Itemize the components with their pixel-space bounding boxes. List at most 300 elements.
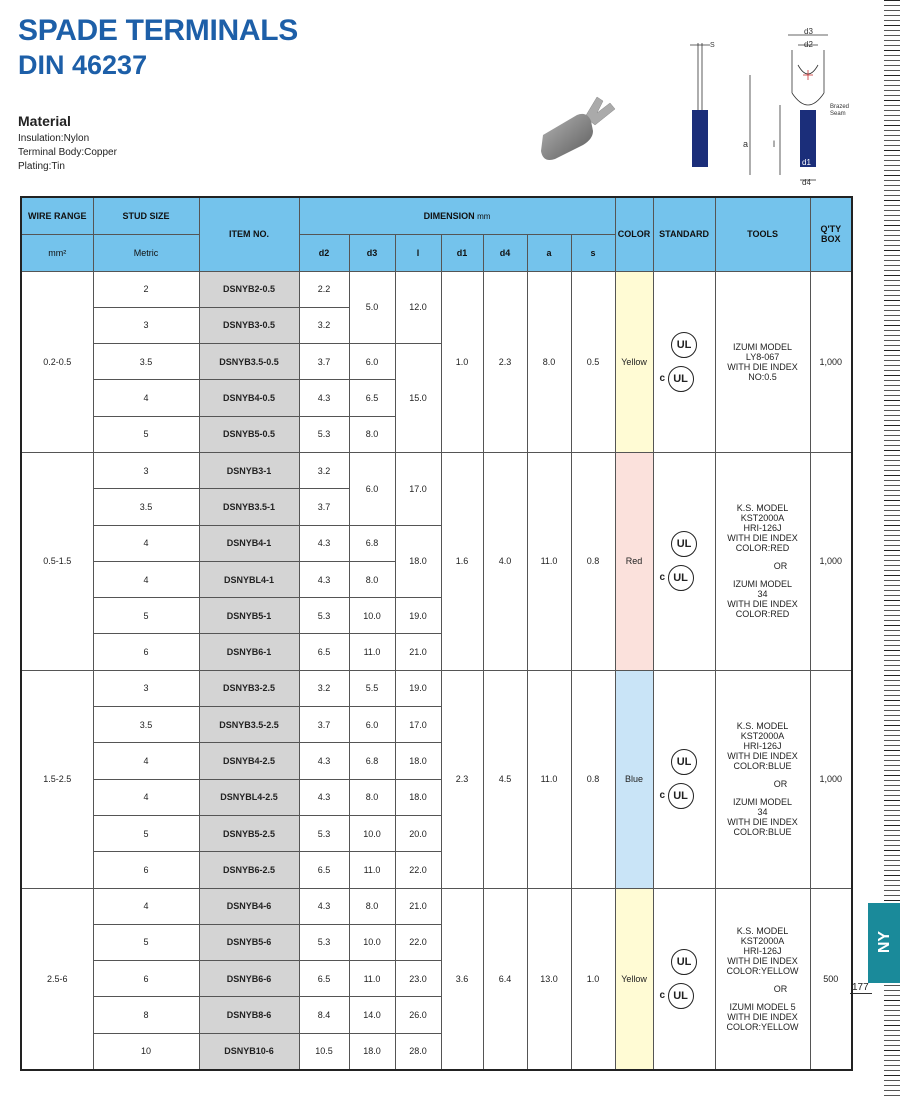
d4-cell: 4.5	[483, 670, 527, 888]
ruler-tick	[884, 810, 900, 811]
ruler-tick	[884, 830, 900, 831]
ruler-tick	[884, 665, 900, 666]
d2-cell: 4.3	[299, 525, 349, 561]
ruler-tick	[884, 670, 900, 671]
ruler-tick	[884, 585, 900, 586]
ruler-tick	[884, 70, 900, 71]
header-wire-unit: mm²	[21, 234, 93, 271]
ruler-tick	[884, 615, 900, 616]
l-cell: 17.0	[395, 707, 441, 743]
header-d4: d4	[483, 234, 527, 271]
ruler-tick	[884, 790, 900, 791]
header-d3: d3	[349, 234, 395, 271]
item-no-cell: DSNYB6-1	[199, 634, 299, 670]
ruler-tick	[884, 860, 900, 861]
ruler-tick	[884, 680, 900, 681]
ruler-tick	[884, 55, 900, 56]
ruler-tick	[884, 475, 900, 476]
ruler-tick	[884, 510, 900, 511]
ruler-tick	[884, 145, 900, 146]
ruler-tick	[884, 160, 900, 161]
ruler-tick	[884, 10, 900, 11]
ruler-tick	[884, 990, 900, 991]
ruler-tick	[884, 25, 900, 26]
header-color: COLOR	[615, 197, 653, 271]
header-d2: d2	[299, 234, 349, 271]
ruler-tick	[884, 640, 900, 641]
ruler-tick	[884, 325, 900, 326]
ruler-tick	[884, 895, 900, 896]
ruler-tick	[884, 1030, 900, 1031]
d4-cell: 6.4	[483, 888, 527, 1069]
ruler-tick	[884, 35, 900, 36]
l-cell: 19.0	[395, 670, 441, 706]
d3-cell: 8.0	[349, 779, 395, 815]
ruler-tick	[884, 40, 900, 41]
cul-mark-icon: c UL	[668, 983, 694, 1009]
d2-cell: 3.7	[299, 344, 349, 380]
ruler-tick	[884, 365, 900, 366]
ruler-tick	[884, 580, 900, 581]
ruler-tick	[884, 1070, 900, 1071]
tools-line: IZUMI MODEL	[733, 579, 793, 590]
ruler-tick	[884, 290, 900, 291]
ruler-tick	[884, 455, 900, 456]
stud-size-cell: 4	[93, 779, 199, 815]
tools-line: COLOR:RED	[735, 609, 790, 620]
ruler-tick	[884, 1090, 900, 1091]
tools-line: WITH DIE INDEX	[727, 1011, 798, 1022]
stud-size-cell: 4	[93, 561, 199, 597]
ruler-tick	[884, 155, 900, 156]
ruler-tick	[884, 1060, 900, 1061]
ruler-tick	[884, 445, 900, 446]
ruler-tick	[884, 870, 900, 871]
tools-line: COLOR:RED	[735, 543, 790, 554]
ruler-tick	[884, 280, 900, 281]
ruler-tick	[884, 525, 900, 526]
ruler-tick	[884, 1085, 900, 1086]
ruler-tick	[884, 105, 900, 106]
ruler-tick	[884, 855, 900, 856]
tools-cell	[715, 271, 810, 452]
material-line: Plating:Tin	[18, 161, 65, 172]
tools-line: HRI-126J	[743, 741, 782, 752]
ruler-tick	[884, 440, 900, 441]
s-cell: 0.8	[571, 452, 615, 670]
ruler-tick	[884, 245, 900, 246]
d3-cell: 6.0	[349, 344, 395, 380]
ruler-tick	[884, 610, 900, 611]
ruler-tick	[884, 465, 900, 466]
d3-cell: 6.5	[349, 380, 395, 416]
d3-cell: 5.5	[349, 670, 395, 706]
ruler-tick	[884, 550, 900, 551]
ruler-tick	[884, 275, 900, 276]
d4-cell: 4.0	[483, 452, 527, 670]
ruler-tick	[884, 725, 900, 726]
l-cell: 12.0	[395, 271, 441, 344]
item-no-cell: DSNYB3.5-1	[199, 489, 299, 525]
cul-mark-icon: c UL	[668, 783, 694, 809]
ruler-tick	[884, 535, 900, 536]
header-dimension	[299, 197, 615, 234]
ruler-tick	[884, 260, 900, 261]
d3-cell: 6.0	[349, 707, 395, 743]
wire-range-cell: 1.5-2.5	[21, 670, 93, 888]
ruler-tick	[884, 480, 900, 481]
ruler-tick	[884, 195, 900, 196]
dwg-label-d4: d4	[802, 178, 811, 187]
item-no-cell: DSNYB5-2.5	[199, 815, 299, 851]
dwg-label-a: a	[743, 139, 749, 149]
dwg-label-seam: Seam	[830, 111, 846, 117]
ruler-tick	[884, 1095, 900, 1096]
header-d1: d1	[441, 234, 483, 271]
tools-line: WITH DIE INDEX	[727, 599, 798, 610]
ruler-tick	[884, 520, 900, 521]
ruler-tick	[884, 650, 900, 651]
spec-table	[20, 196, 853, 1071]
d3-cell: 10.0	[349, 815, 395, 851]
material-heading: Material	[18, 113, 71, 129]
tools-line: WITH DIE INDEX	[727, 751, 798, 762]
ruler-tick	[884, 785, 900, 786]
ruler-tick	[884, 705, 900, 706]
ruler-tick	[884, 1025, 900, 1026]
ruler-tick	[884, 20, 900, 21]
page-subtitle: DIN 46237	[18, 50, 148, 80]
ruler-tick	[884, 530, 900, 531]
d3-cell: 11.0	[349, 852, 395, 888]
ruler-tick	[884, 270, 900, 271]
ruler-tick	[884, 885, 900, 886]
d3-cell: 5.0	[349, 271, 395, 344]
tools-line: IZUMI MODEL	[733, 797, 793, 808]
tools-line: COLOR:YELLOW	[726, 1021, 799, 1032]
qty-cell: 1,000	[810, 271, 852, 452]
tools-line: COLOR:BLUE	[733, 827, 792, 838]
ruler-tick	[884, 1020, 900, 1021]
stud-size-cell: 4	[93, 525, 199, 561]
stud-size-cell: 10	[93, 1033, 199, 1069]
ruler-tick	[884, 800, 900, 801]
l-cell: 18.0	[395, 525, 441, 598]
ruler-tick	[884, 1055, 900, 1056]
ruler-tick	[884, 825, 900, 826]
stud-size-cell: 8	[93, 997, 199, 1033]
spade-terminal-photo	[535, 95, 625, 165]
standard-cell	[653, 452, 715, 670]
header-wire-range: WIRE RANGE	[21, 197, 93, 234]
ul-mark-icon: UL	[671, 531, 697, 557]
ruler-tick	[884, 435, 900, 436]
ruler-tick	[884, 645, 900, 646]
ruler-tick	[884, 460, 900, 461]
ruler-tick	[884, 1065, 900, 1066]
l-cell: 17.0	[395, 452, 441, 525]
d1-cell: 1.6	[441, 452, 483, 670]
ruler-tick	[884, 345, 900, 346]
l-cell: 23.0	[395, 961, 441, 997]
stud-size-cell: 3.5	[93, 344, 199, 380]
ruler-tick	[884, 80, 900, 81]
side-tab[interactable]	[868, 903, 900, 983]
ruler-tick	[884, 320, 900, 321]
ruler-tick	[884, 420, 900, 421]
ruler-tick	[884, 845, 900, 846]
ruler-tick	[884, 395, 900, 396]
ruler-tick	[884, 500, 900, 501]
ruler-tick	[884, 315, 900, 316]
ruler-tick	[884, 795, 900, 796]
ruler-tick	[884, 1075, 900, 1076]
ruler-tick	[884, 255, 900, 256]
ruler-tick	[884, 685, 900, 686]
ruler-tick	[884, 995, 900, 996]
dwg-label-d1: d1	[802, 158, 811, 167]
ruler-tick	[884, 660, 900, 661]
d3-cell: 10.0	[349, 598, 395, 634]
item-no-cell: DSNYB10-6	[199, 1033, 299, 1069]
ruler-tick	[884, 780, 900, 781]
d2-cell: 2.2	[299, 271, 349, 307]
ruler-tick	[884, 635, 900, 636]
d2-cell: 5.3	[299, 815, 349, 851]
cul-mark-icon: c UL	[668, 565, 694, 591]
ruler-tick	[884, 1010, 900, 1011]
item-no-cell: DSNYBL4-2.5	[199, 779, 299, 815]
l-cell: 18.0	[395, 743, 441, 779]
d2-cell: 3.7	[299, 489, 349, 525]
ruler-tick	[884, 235, 900, 236]
ruler-tick	[884, 595, 900, 596]
qty-cell: 1,000	[810, 670, 852, 888]
item-no-cell: DSNYB3-0.5	[199, 307, 299, 343]
ruler-tick	[884, 605, 900, 606]
ruler-tick	[884, 875, 900, 876]
ruler-tick	[884, 730, 900, 731]
ruler-tick	[884, 240, 900, 241]
ruler-tick	[884, 735, 900, 736]
l-cell: 21.0	[395, 634, 441, 670]
d3-cell: 11.0	[349, 634, 395, 670]
s-cell: 0.5	[571, 271, 615, 452]
ruler-tick	[884, 425, 900, 426]
material-line: Insulation:Nylon	[18, 133, 90, 144]
spec-table-body	[21, 271, 852, 1070]
wire-range-cell: 0.5-1.5	[21, 452, 93, 670]
d3-cell: 18.0	[349, 1033, 395, 1069]
stud-size-cell: 3	[93, 307, 199, 343]
color-cell: Red	[615, 452, 653, 670]
d2-cell: 3.2	[299, 307, 349, 343]
tools-line: WITH DIE INDEX	[727, 817, 798, 828]
tools-line: 34	[757, 807, 768, 818]
wire-range-cell: 2.5-6	[21, 888, 93, 1069]
stud-size-cell: 2	[93, 271, 199, 307]
item-no-cell: DSNYB5-1	[199, 598, 299, 634]
ruler-tick	[884, 310, 900, 311]
header-stud-unit: Metric	[93, 234, 199, 271]
ruler-tick	[884, 545, 900, 546]
d1-cell: 1.0	[441, 271, 483, 452]
ruler-tick	[884, 900, 900, 901]
stud-size-cell: 3.5	[93, 707, 199, 743]
ruler-tick	[884, 60, 900, 61]
wire-range-cell: 0.2-0.5	[21, 271, 93, 452]
d1-cell: 3.6	[441, 888, 483, 1069]
ruler-tick	[884, 515, 900, 516]
l-cell: 15.0	[395, 344, 441, 453]
ruler-tick	[884, 230, 900, 231]
d3-cell: 14.0	[349, 997, 395, 1033]
ruler-tick	[884, 220, 900, 221]
ruler-tick	[884, 330, 900, 331]
d2-cell: 6.5	[299, 852, 349, 888]
table-row	[21, 670, 852, 706]
standard-cell	[653, 888, 715, 1069]
ruler-tick	[884, 450, 900, 451]
ruler-tick	[884, 505, 900, 506]
dimension-drawing	[680, 25, 860, 190]
ruler-tick	[884, 1005, 900, 1006]
qty-cell: 1,000	[810, 452, 852, 670]
ruler-tick	[884, 430, 900, 431]
s-cell: 0.8	[571, 670, 615, 888]
a-cell: 11.0	[527, 670, 571, 888]
ruler-tick	[884, 570, 900, 571]
item-no-cell: DSNYB5-0.5	[199, 416, 299, 452]
standard-cell	[653, 271, 715, 452]
ruler-tick	[884, 815, 900, 816]
item-no-cell: DSNYB5-6	[199, 924, 299, 960]
ruler-tick	[884, 375, 900, 376]
tools-line: HRI-126J	[743, 945, 782, 956]
l-cell: 26.0	[395, 997, 441, 1033]
stud-size-cell: 6	[93, 634, 199, 670]
ruler-tick	[884, 85, 900, 86]
stud-size-cell: 5	[93, 815, 199, 851]
table-row	[21, 452, 852, 488]
ruler-tick	[884, 410, 900, 411]
ruler-tick	[884, 485, 900, 486]
header-stud-size: STUD SIZE	[93, 197, 199, 234]
d2-cell: 3.7	[299, 707, 349, 743]
s-cell: 1.0	[571, 888, 615, 1069]
stud-size-cell: 4	[93, 380, 199, 416]
ruler-tick	[884, 355, 900, 356]
ruler-tick	[884, 710, 900, 711]
tools-line: KST2000A	[740, 935, 785, 946]
d2-cell: 6.5	[299, 961, 349, 997]
tools-line: IZUMI MODEL 5	[729, 1001, 796, 1012]
ruler-tick	[884, 405, 900, 406]
tools-line: COLOR:BLUE	[733, 761, 792, 772]
a-cell: 11.0	[527, 452, 571, 670]
tools-line: WITH DIE INDEX	[727, 533, 798, 544]
item-no-cell: DSNYB3.5-0.5	[199, 344, 299, 380]
ruler-tick	[884, 820, 900, 821]
header-s: s	[571, 234, 615, 271]
ruler-tick	[884, 1045, 900, 1046]
tools-line: 34	[757, 589, 768, 600]
ruler-tick	[884, 590, 900, 591]
ruler-tick	[884, 350, 900, 351]
ruler-tick	[884, 555, 900, 556]
dwg-label-l: l	[773, 139, 775, 149]
ruler-tick	[884, 400, 900, 401]
stud-size-cell: 3	[93, 452, 199, 488]
ruler-tick	[884, 865, 900, 866]
tools-line: K.S. MODEL	[736, 721, 789, 732]
l-cell: 19.0	[395, 598, 441, 634]
ruler-tick	[884, 655, 900, 656]
material-line: Terminal Body:Copper	[18, 147, 117, 158]
d2-cell: 4.3	[299, 779, 349, 815]
d2-cell: 5.3	[299, 416, 349, 452]
item-no-cell: DSNYB4-0.5	[199, 380, 299, 416]
ruler-tick	[884, 575, 900, 576]
d3-cell: 8.0	[349, 888, 395, 924]
ruler-tick	[884, 90, 900, 91]
tools-line: IZUMI MODEL	[733, 341, 793, 352]
d2-cell: 4.3	[299, 888, 349, 924]
d2-cell: 4.3	[299, 380, 349, 416]
ruler-tick	[884, 765, 900, 766]
ruler-tick	[884, 805, 900, 806]
stud-size-cell: 6	[93, 852, 199, 888]
page-title: SPADE TERMINALS	[18, 14, 298, 47]
ruler-tick	[884, 65, 900, 66]
item-no-cell: DSNYB8-6	[199, 997, 299, 1033]
item-no-cell: DSNYB3-1	[199, 452, 299, 488]
tools-or: OR	[773, 779, 788, 790]
ruler-tick	[884, 760, 900, 761]
ruler-tick	[884, 690, 900, 691]
ruler-tick	[884, 200, 900, 201]
ruler-tick	[884, 370, 900, 371]
d2-cell: 5.3	[299, 924, 349, 960]
ruler-tick	[884, 715, 900, 716]
tools-line: HRI-126J	[743, 523, 782, 534]
ruler-tick	[884, 755, 900, 756]
ruler-tick	[884, 495, 900, 496]
header-standard: STANDARD	[653, 197, 715, 271]
ruler-tick	[884, 415, 900, 416]
item-no-cell: DSNYB4-1	[199, 525, 299, 561]
ruler-tick	[884, 625, 900, 626]
ruler-tick	[884, 120, 900, 121]
stud-size-cell: 5	[93, 416, 199, 452]
stud-size-cell: 6	[93, 961, 199, 997]
ruler-tick	[884, 15, 900, 16]
ruler-tick	[884, 600, 900, 601]
tools-line: COLOR:YELLOW	[726, 965, 799, 976]
tools-line: KST2000A	[740, 731, 785, 742]
side-tab-label: NY	[876, 930, 894, 954]
ruler-tick	[884, 880, 900, 881]
item-no-cell: DSNYB3.5-2.5	[199, 707, 299, 743]
dwg-label-d3: d3	[804, 27, 813, 36]
tools-line: WITH DIE INDEX	[727, 361, 798, 372]
tools-line: WITH DIE INDEX	[727, 955, 798, 966]
stud-size-cell: 3	[93, 670, 199, 706]
l-cell: 21.0	[395, 888, 441, 924]
tools-line: K.S. MODEL	[736, 925, 789, 936]
ruler-tick	[884, 205, 900, 206]
ruler-tick	[884, 775, 900, 776]
